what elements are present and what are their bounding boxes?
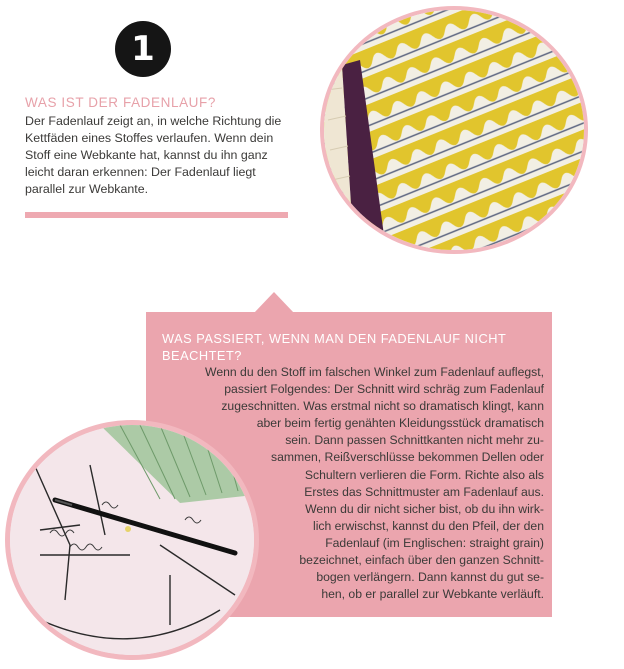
step-number-badge: 1 [115,21,171,77]
pattern-illustration [10,425,254,655]
body-line: sammen, Reißverschlüsse bekommen Dellen oder [271,450,544,465]
body-line: Schultern verlieren die Form. Richte also als [304,467,544,482]
body-line: Erstes das Schnittmuster am Fadenlauf aus. [304,484,544,499]
body-line: Wenn du den Stoff im falschen Winkel zum Fadenlauf auflegst, [205,365,544,379]
body-line: passiert Folgendes: Der Schnitt wird schräg zum Fadenlauf [224,382,544,397]
section-1-heading: WAS IST DER FADENLAUF? [25,95,216,110]
section-1-divider [25,212,288,218]
body-line: zugeschnitten. Was erstmal nicht so dramatisch klingt, kann [221,399,544,414]
body-line: sein. Dann passen Schnittkanten nicht mehr zu- [285,433,544,448]
body-line: bezeichnet, einfach über den ganzen Schnitt- [299,553,544,568]
section-2-heading: WAS PASSIERT, WENN MAN DEN FADENLAUF NICHT BEACHTET? [162,331,507,363]
section-1-body: Der Fadenlauf zeigt an, in welche Richtung die Kettfäden eines Stoffes verlaufen. Wenn dein Stoff eine Webkante hat, kannst du ihn ganz leicht daran erkennen: Der Fadenlauf liegt parallel zur Webkante. [25,114,282,196]
body-line: aber beim fertig genähten Kleidungsstück dramatisch [256,416,544,431]
body-line: Wenn du dir nicht sicher bist, ob du ihn wirk- [305,501,544,516]
body-line: Fadenlauf (im Englischen: straight grain) [325,535,544,550]
body-line: hen, ob er parallel zur Webkante verläuft. [321,587,544,602]
body-line: lich erwischst, kannst du den Pfeil, der den [312,518,544,533]
pattern-paper-photo [5,420,259,660]
body-line: bogen verlängern. Dann kannst du gut se- [316,570,544,585]
fabric-illustration [324,10,584,250]
callout-pointer [254,292,294,313]
fabric-selvage-photo [320,6,588,254]
